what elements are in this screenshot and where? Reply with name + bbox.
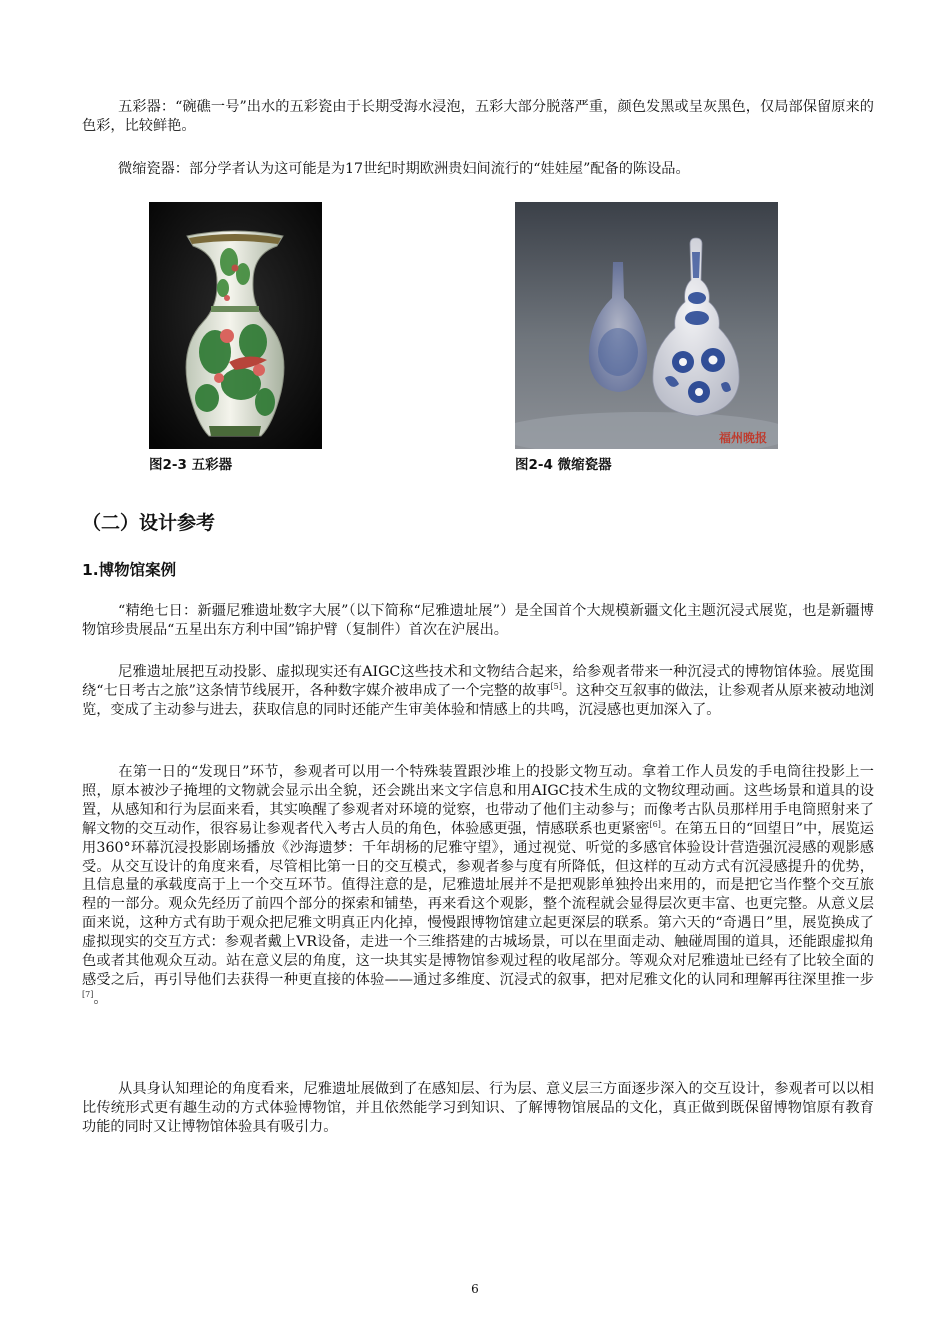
paragraph-text: 尼雅遗址展把互动投影、虚拟现实还有AIGC这些技术和文物结合起来，给参观者带来一种沉浸式的博物馆体验。展览围绕“七日考古之旅”这条情节线展开，各种数字媒介被串成了一个完整的故事 <box>82 664 874 699</box>
subsection-heading: 1.博物馆案例 <box>82 561 177 579</box>
paragraph-miniature <box>82 160 874 179</box>
paragraph-technology <box>82 663 874 720</box>
paragraph-interaction-days <box>82 763 874 1009</box>
paragraph-famille-verte <box>82 98 874 136</box>
famille-verte-vase-image <box>149 202 322 449</box>
paragraph-text: 。这种交互叙事的做法，让参观者从原来被动地浏览，变成了主动参与进去，获取信息的同时还能产生审美体验和情感上的共鸣，沉浸感也更加深入了。 <box>82 682 874 718</box>
paragraph-text: 。 <box>93 990 108 1007</box>
paragraph-exhibition-intro <box>82 602 874 640</box>
section-heading: （二）设计参考 <box>82 512 216 534</box>
figure-famille-verte-vase <box>149 202 322 449</box>
figure-caption: 图2-3 五彩器 <box>149 457 233 473</box>
watermark-text: 福州晚报 <box>718 431 767 445</box>
paragraph-text: 。在第五日的“回望日”中，展览运用360°环幕沉浸投影剧场播放《沙海遗梦：千年胡杨的尼雅守望》，通过视觉、听觉的多感官体验设计营造强沉浸感的观影感受。从交互设计的角度来看，尽管相比第一日的交互模式，参观者参与度有所降低，但这样的互动方式有沉浸感提升的优势，且信息量的承载度高于上一个交互环节。值得注意的是，尼雅遗址展并不是把观影单独拎出来用的，而是把它当作整个交互旅程的一部分。观众先经历了前四个部分的探索和铺垫，再来看这个观影，整个流程就会显得层次更丰富、也更完整。从意义层面来说，这种方式有助于观众把尼雅文明真正内化掉，慢慢跟博物馆建立起更深层的联系。第六天的“奇遇日”里，展览换成了虚拟现实的交互方式：参观者戴上VR设备，走进一个三维搭建的古城场景，可以在里面走动、触碰周围的道具，还能跟虚拟角色或者其他观众互动。站在意义层的角度，这一块其实是博物馆参观过程的收尾部分。等观众对尼雅遗址已经有了比较全面的感受之后，再引导他们去获得一种更直接的体验——通过多维度、沉浸式的叙事，把对尼雅文化的认同和理解再往深里推一步 <box>82 820 874 988</box>
paragraph-embodied-cognition <box>82 1080 874 1137</box>
page-number: 6 <box>471 1282 479 1296</box>
citation-ref: [7] <box>82 989 94 999</box>
paragraph-text: 从具身认知理论的角度看来，尼雅遗址展做到了在感知层、行为层、意义层三方面逐步深入的交互设计，参观者可以以相比传统形式更有趣生动的方式体验博物馆，并且依然能学习到知识、了解博物馆展品的文化，真正做到既保留博物馆原有教育功能的同时又让博物馆体验具有吸引力。 <box>82 1081 874 1135</box>
miniature-porcelain-image <box>515 202 778 449</box>
paragraph-text: 微缩瓷器：部分学者认为这可能是为17世纪时期欧洲贵妇间流行的“娃娃屋”配备的陈设品。 <box>118 161 690 177</box>
citation-ref: [6] <box>649 819 661 829</box>
citation-ref: [5] <box>550 681 562 691</box>
paragraph-text: 在第一日的“发现日”环节，参观者可以用一个特殊装置跟沙堆上的投影文物互动。拿着工作人员发的手电筒往投影上一照，原本被沙子掩埋的文物就会显示出全貌，还会跳出来文字信息和用AIGC技术生成的文物纹理动画。这些场景和道具的设置，从感知和行为层面来看，其实唤醒了参观者对环境的觉察，也带动了他们主动参与；而像考古队员那样用手电筒照射来了解文物的交互动作，很容易让参观者代入考古人员的角色，体验感更强，情感联系也更紧密 <box>82 764 874 837</box>
paragraph-text: 五彩器：“碗礁一号”出水的五彩瓷由于长期受海水浸泡，五彩大部分脱落严重，颜色发黑或呈灰黑色，仅局部保留原来的色彩，比较鲜艳。 <box>82 99 874 134</box>
paragraph-text: “精绝七日：新疆尼雅遗址数字大展”（以下简称“尼雅遗址展”）是全国首个大规模新疆文化主题沉浸式展览，也是新疆博物馆珍贵展品“五星出东方利中国”锦护臂（复制件）首次在沪展出。 <box>82 603 874 638</box>
figure-miniature-porcelain <box>515 202 778 449</box>
figure-caption: 图2-4 微缩瓷器 <box>515 457 612 473</box>
